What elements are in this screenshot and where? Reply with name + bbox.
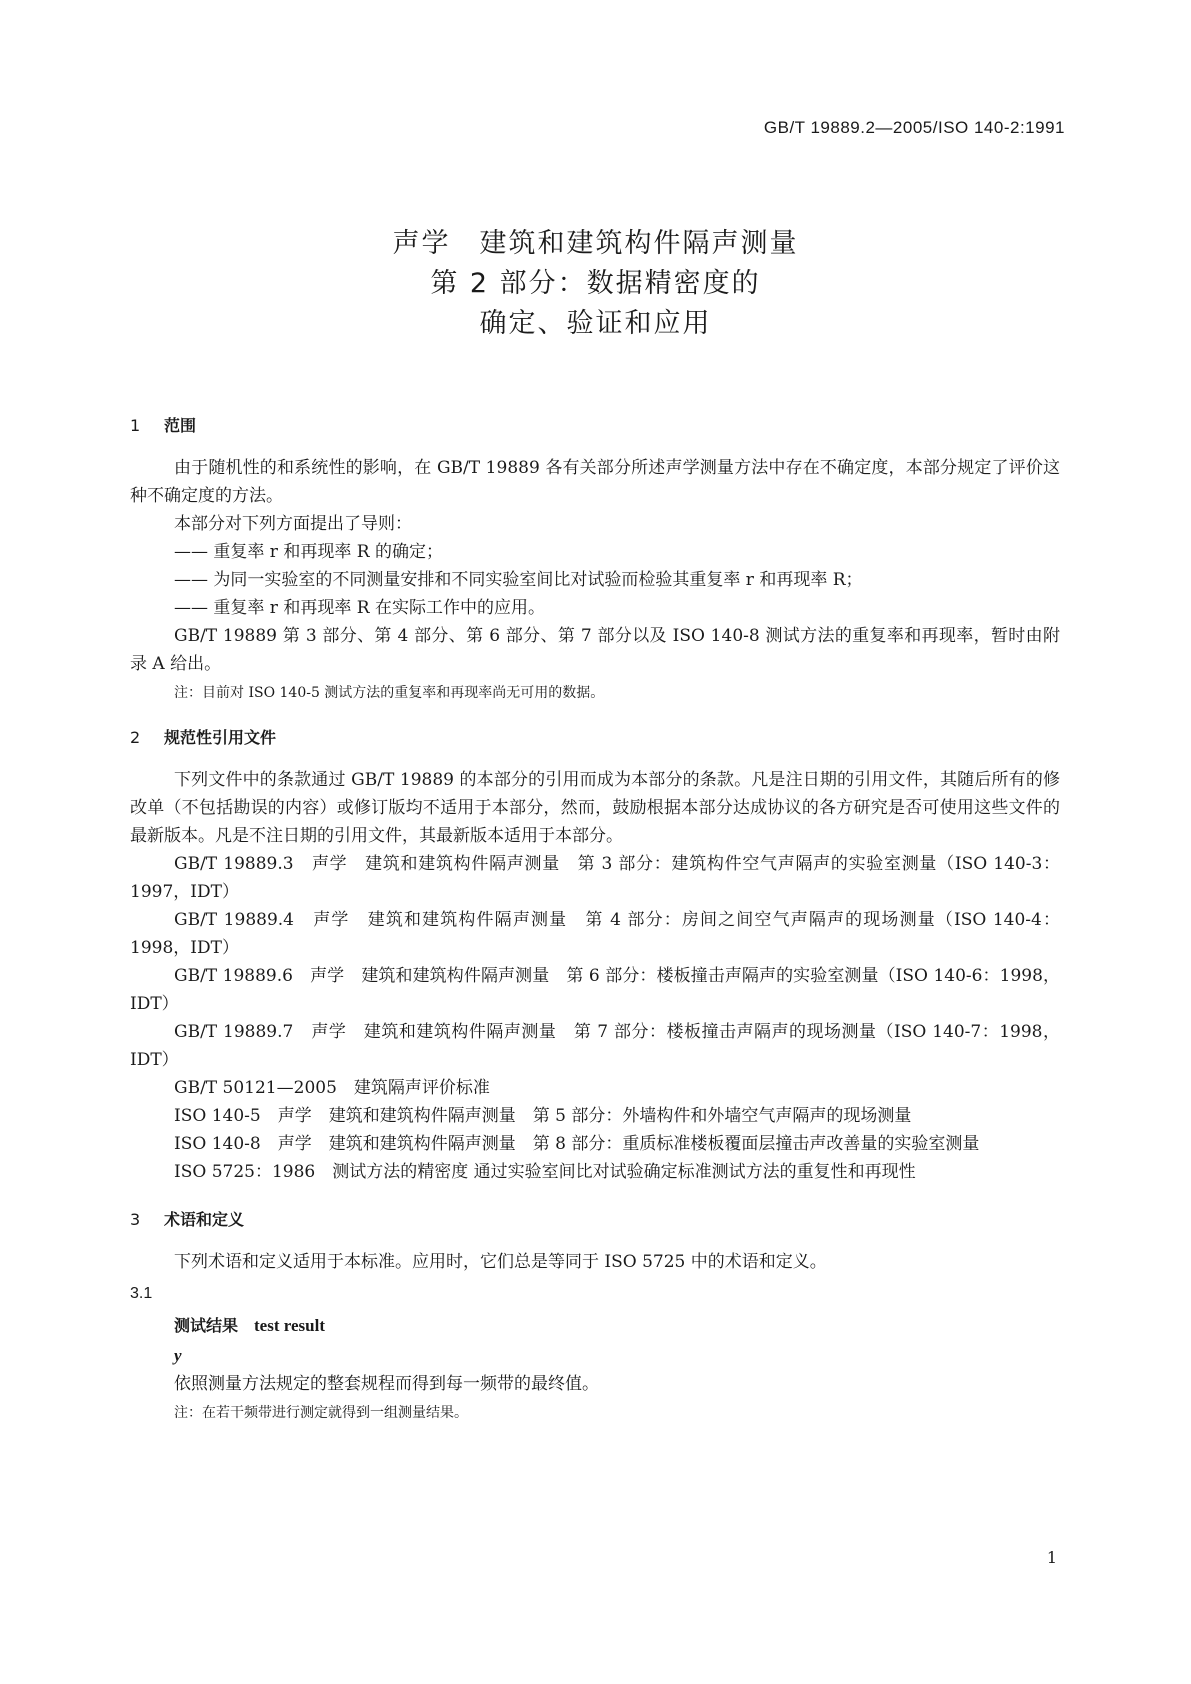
list-item: —— 重复率 r 和再现率 R 的确定； [174, 542, 443, 562]
term-definition: 依照测量方法规定的整套规程而得到每一频带的最终值。 [174, 1374, 599, 1394]
reference-item: GB/T 19889.4 声学 建筑和建筑构件隔声测量 第 4 部分：房间之间空气声隔声的现场测量（ISO 140-4：1998，IDT） [130, 910, 1060, 958]
reference-item: ISO 140-5 声学 建筑和建筑构件隔声测量 第 5 部分：外墙构件和外墙空气声隔声的现场测量 [174, 1106, 912, 1126]
standard-number: GB/T 19889.2—2005/ISO 140-2:1991 [763, 118, 1065, 137]
term-english: test result [254, 1316, 325, 1335]
document-body [130, 412, 1060, 1424]
paragraph: 下列文件中的条款通过 GB/T 19889 的本部分的引用而成为本部分的条款。凡是注日期的引用文件，其随后所有的修改单（不包括勘误的内容）或修订版均不适用于本部分，然而，鼓励根据本部分达成协议的各方研究是否可使用这些文件的最新版本。凡是不注日期的引用文件，其最新版本适用于本部分。 [130, 770, 1060, 846]
section-number: 3 [130, 1210, 141, 1229]
term-chinese: 测试结果 [174, 1316, 239, 1335]
reference-item: GB/T 19889.6 声学 建筑和建筑构件隔声测量 第 6 部分：楼板撞击声隔声的实验室测量（ISO 140-6：1998，IDT） [130, 966, 1060, 1014]
term-entry [174, 1312, 1060, 1340]
term-symbol: y [174, 1346, 182, 1365]
document-title [0, 224, 1191, 344]
reference-item: GB/T 50121—2005 建筑隔声评价标准 [174, 1078, 490, 1098]
list-item: —— 重复率 r 和再现率 R 在实际工作中的应用。 [174, 598, 545, 618]
section-title: 范围 [164, 416, 197, 435]
paragraph: GB/T 19889 第 3 部分、第 4 部分、第 6 部分、第 7 部分以及 ISO 140-8 测试方法的重复率和再现率，暂时由附录 A 给出。 [130, 626, 1060, 674]
paragraph: 本部分对下列方面提出了导则： [174, 514, 412, 534]
reference-item: ISO 140-8 声学 建筑和建筑构件隔声测量 第 8 部分：重质标准楼板覆面层撞击声改善量的实验室测量 [174, 1134, 980, 1154]
section-1-heading [130, 412, 1060, 440]
reference-item: ISO 5725：1986 测试方法的精密度 通过实验室间比对试验确定标准测试方法的重复性和再现性 [174, 1162, 916, 1182]
paragraph: 下列术语和定义适用于本标准。应用时，它们总是等同于 ISO 5725 中的术语和定义。 [174, 1252, 827, 1272]
page-number: 1 [1046, 1548, 1057, 1567]
list-item: —— 为同一实验室的不同测量安排和不同实验室间比对试验而检验其重复率 r 和再现率 R； [174, 570, 863, 590]
reference-item: GB/T 19889.3 声学 建筑和建筑构件隔声测量 第 3 部分：建筑构件空气声隔声的实验室测量（ISO 140-3：1997，IDT） [130, 854, 1060, 902]
reference-item: GB/T 19889.7 声学 建筑和建筑构件隔声测量 第 7 部分：楼板撞击声隔声的现场测量（ISO 140-7：1998，IDT） [130, 1022, 1060, 1070]
section-number: 1 [130, 416, 141, 435]
section-3-heading [130, 1206, 1060, 1234]
section-title: 术语和定义 [164, 1210, 245, 1229]
title-line-3: 确定、验证和应用 [479, 308, 712, 339]
title-line-1: 声学 建筑和建筑构件隔声测量 [392, 228, 799, 259]
paragraph: 由于随机性的和系统性的影响，在 GB/T 19889 各有关部分所述声学测量方法中存在不确定度，本部分规定了评价这种不确定度的方法。 [130, 458, 1060, 506]
note: 注：在若干频带进行测定就得到一组测量结果。 [174, 1405, 468, 1421]
clause-number: 3.1 [130, 1285, 153, 1302]
note: 注：目前对 ISO 140-5 测试方法的重复率和再现率尚无可用的数据。 [174, 685, 605, 701]
section-title: 规范性引用文件 [164, 728, 277, 747]
section-2-heading [130, 724, 1060, 752]
title-line-2: 第 2 部分：数据精密度的 [430, 268, 761, 299]
section-number: 2 [130, 728, 141, 747]
